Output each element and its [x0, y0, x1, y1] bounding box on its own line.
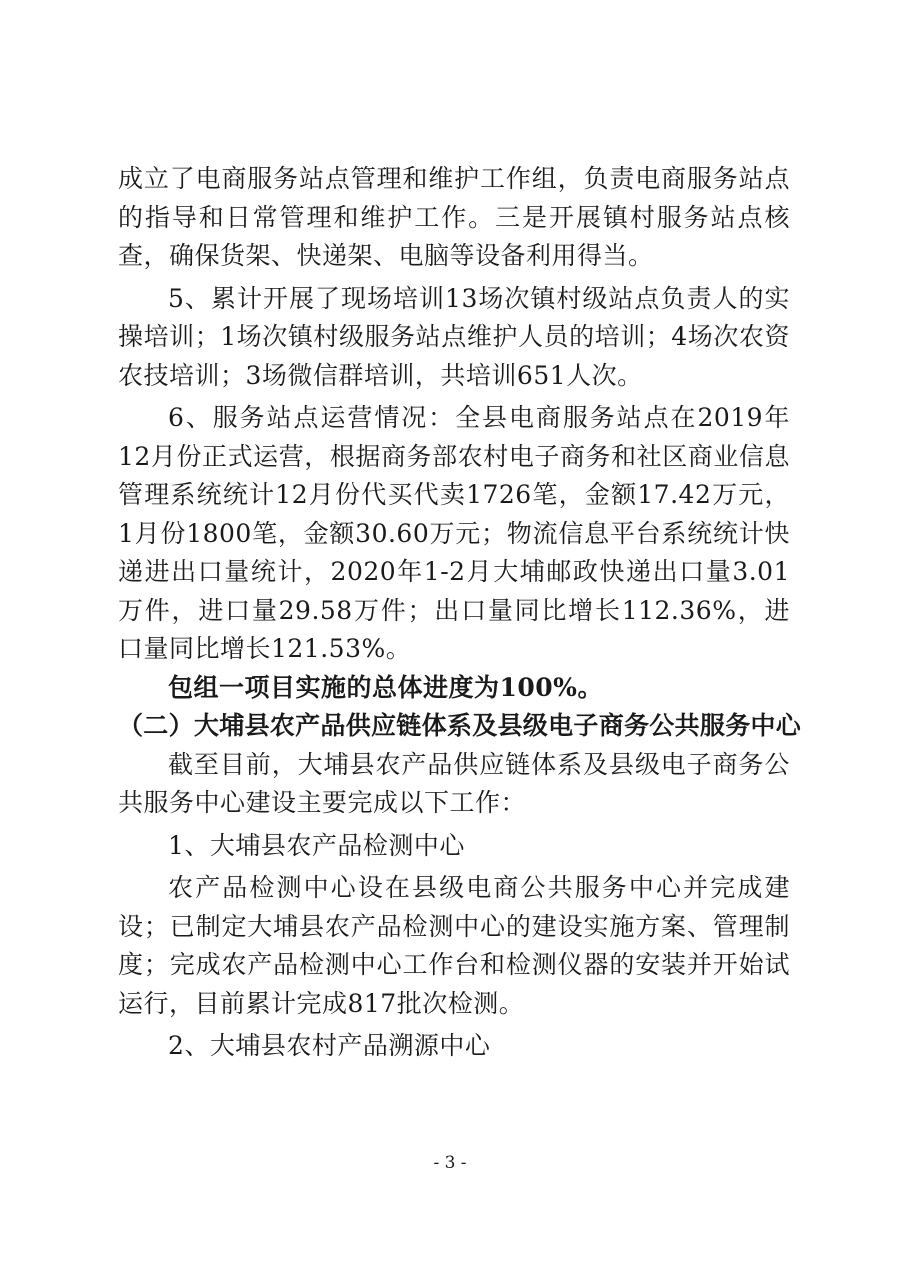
- subheading-testing-center: 1、大埔县农产品检测中心: [168, 830, 465, 860]
- subheading-traceability-center: 2、大埔县农村产品溯源中心: [168, 1031, 491, 1060]
- page-number: - 3 -: [433, 1153, 467, 1173]
- paragraph-testing-center: 农产品检测中心设在县级电商公共服务中心并完成建设；已制定大埔县农产品检测中心的建设实施方案、管理制度；完成农产品检测中心工作台和检测仪器的安装并开始试运行，目前累计完成817批次检测。: [118, 873, 790, 1018]
- paragraph-intro: 截至目前，大埔县农产品供应链体系及县级电子商务公共服务中心建设主要完成以下工作：: [118, 749, 790, 817]
- section-heading: （二）大埔县农产品供应链体系及县级电子商务公共服务中心: [118, 711, 802, 740]
- paragraph-operation: 6、服务站点运营情况：全县电商服务站点在2019年12月份正式运营，根据商务部农村电子商务和社区商业信息管理系统统计12月份代买代卖1726笔，金额17.42万元，1月份1800笔，金额30.60万元；物流信息平台系统统计快递进出口量统计，2020年1-2月大埔邮政快递出口量3.01万件，进口量29.58万件；出口量同比增长112.36%，进口量同比增长121.53%。: [118, 403, 790, 663]
- document-body: [118, 160, 802, 1066]
- paragraph-training: 5、累计开展了现场培训13场次镇村级站点负责人的实操培训；1场次镇村级服务站点维护人员的培训；4场次农资农技培训；3场微信群培训，共培训651人次。: [118, 283, 790, 390]
- paragraph-continuation: 成立了电商服务站点管理和维护工作组，负责电商服务站点的指导和日常管理和维护工作。三是开展镇村服务站点核查，确保货架、快递架、电脑等设备利用得当。: [118, 164, 790, 270]
- progress-statement: 包组一项目实施的总体进度为100%。: [168, 672, 603, 702]
